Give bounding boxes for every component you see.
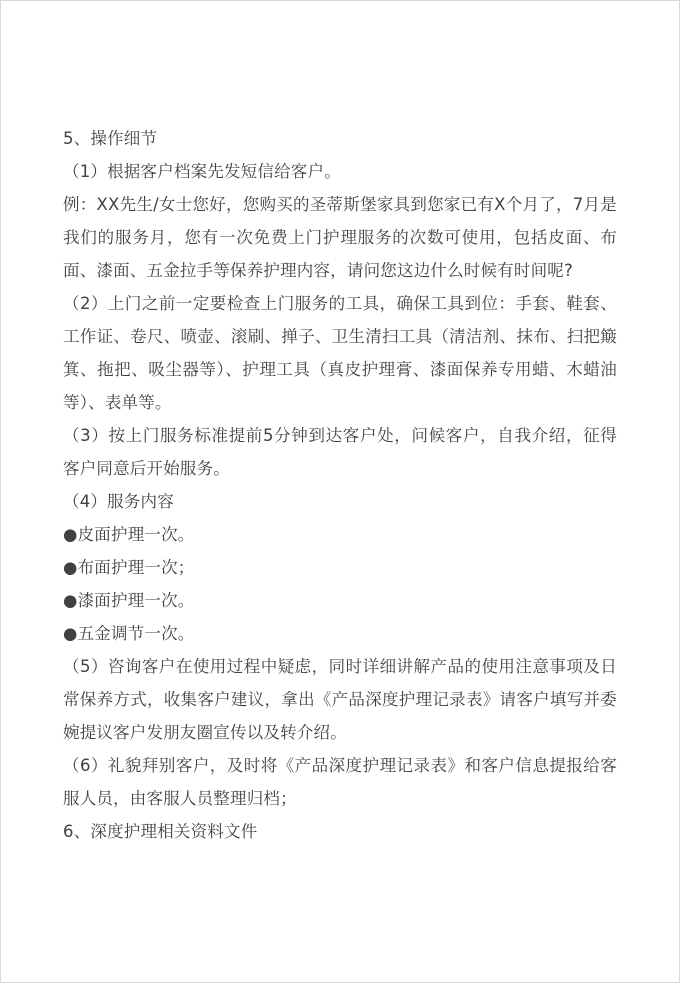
service-content-list bbox=[63, 518, 617, 650]
item-1-intro: （1）根据客户档案先发短信给客户。 bbox=[63, 162, 341, 181]
item-3-paragraph: （3）按上门服务标准提前5分钟到达客户处，问候客户，自我介绍，征得客户同意后开始服务。 bbox=[63, 426, 617, 478]
section-5-heading: 5、操作细节 bbox=[63, 129, 158, 148]
service-list-item-fabric: ●布面护理一次； bbox=[63, 558, 195, 577]
item-5-paragraph: （5）咨询客户在使用过程中疑虑，同时详细讲解产品的使用注意事项及日常保养方式，收集客户建议，拿出《产品深度护理记录表》请客户填写并委婉提议客户发朋友圈宣传以及转介绍。 bbox=[63, 657, 617, 742]
section-6-heading: 6、深度护理相关资料文件 bbox=[63, 822, 258, 841]
document-body bbox=[1, 1, 679, 848]
item-1-example-paragraph: 例：XX先生/女士您好，您购买的圣蒂斯堡家具到您家已有X个月了，7月是我们的服务月，您有一次免费上门护理服务的次数可使用，包括皮面、布面、漆面、五金拉手等保养护理内容，请问您这边什么时候有时间呢? bbox=[63, 195, 617, 280]
service-list-item-hardware: ●五金调节一次。 bbox=[63, 624, 195, 643]
item-6-paragraph: （6）礼貌拜别客户，及时将《产品深度护理记录表》和客户信息提报给客服人员，由客服人员整理归档； bbox=[63, 756, 617, 808]
service-list-item-paint: ●漆面护理一次。 bbox=[63, 591, 195, 610]
service-list-item-leather: ●皮面护理一次。 bbox=[63, 525, 195, 544]
item-2-paragraph: （2）上门之前一定要检查上门服务的工具，确保工具到位：手套、鞋套、工作证、卷尺、喷壶、滚刷、掸子、卫生清扫工具（清洁剂、抹布、扫把簸箕、拖把、吸尘器等）、护理工具（真皮护理膏、漆面保养专用蜡、木蜡油等）、表单等。 bbox=[63, 294, 617, 412]
item-4-heading: （4）服务内容 bbox=[63, 492, 174, 511]
